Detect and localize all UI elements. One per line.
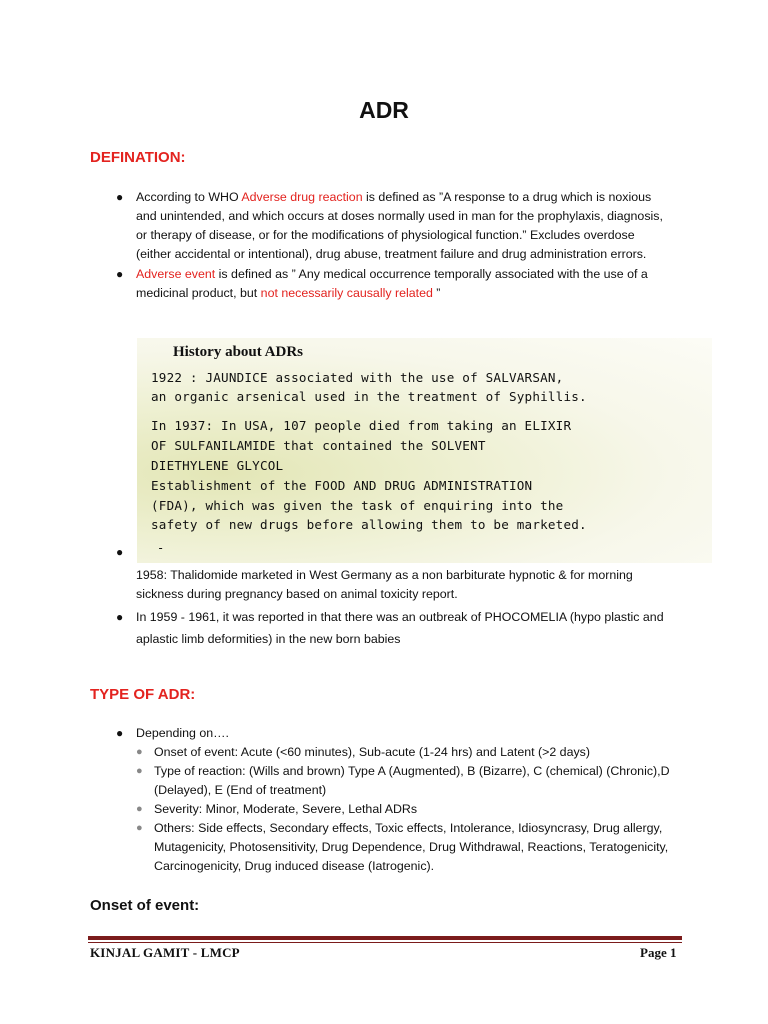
sub-bullet-icon: ● [136,803,143,815]
figure-line: In 1937: In USA, 107 people died from taking an ELIXIR [151,418,572,433]
footer-rule [88,936,682,940]
sub-bullet-icon: ● [136,822,143,834]
bullet-icon: ● [116,545,124,559]
figure-line: DIETHYLENE GLYCOL [151,458,284,473]
figure-line: OF SULFANILAMIDE that contained the SOLVENT [151,438,486,453]
figure-line: (FDA), which was given the task of enquiring into the [151,498,564,513]
type-subitem: ● Type of reaction: (Wills and brown) Type A (Augmented), B (Bizarre), C (chemical) (Chronic),D (Delayed), E (End of treatment) [136,764,670,797]
term-adverse-drug-reaction: Adverse drug reaction [241,190,363,204]
term-not-causally-related: not necessarily causally related [260,286,433,300]
sub-bullet-icon: ● [136,746,143,758]
bullet-icon: ● [116,190,124,204]
sub-bullet-icon: ● [136,765,143,777]
footer-page-number: Page 1 [640,945,677,960]
types-list [112,724,672,876]
footer-rule-thin [88,942,682,943]
figure-line: safety of new drugs before allowing them to be marketed. [151,517,587,532]
onset-heading: Onset of event: [90,897,200,914]
history-item-1958: 1958: Thalidomide marketed in West Germany as a non barbiturate hypnotic & for morning sickness during pregnancy based on animal toxicity report. [136,568,633,601]
types-heading: TYPE OF ADR: [90,686,196,703]
history-figure [137,338,712,563]
depending-on-item: ● Depending on…. [112,724,672,743]
definition-bullet-adverse-event: ● Adverse event is defined as ” Any medical occurrence temporally associated with the use of a medicinal product, but not necessarily causally related ” [116,267,648,300]
definition-heading: DEFINATION: [90,149,186,166]
term-adverse-event: Adverse event [136,267,216,281]
history-list [112,566,672,650]
bullet-icon: ● [116,610,124,624]
footer-author: KINJAL GAMIT - LMCP [90,945,240,960]
history-item-1959: ● In 1959 - 1961, it was reported in that there was an outbreak of PHOCOMELIA (hypo plastic and aplastic limb deformities) in the new born babies [112,606,672,650]
bullet-icon: ● [116,726,124,740]
definition-bullet-adr: ● According to WHO Adverse drug reaction is defined as ”A response to a drug which is noxious and unintended, and which occurs at doses normally used in man for the prophylaxis, diagnosis, or therapy of disease, or for the modifications of physiological function.” Excludes overdose (either accidental or intentional), drug abuse, treatment failure and drug administration errors. [116,190,663,261]
figure-dash: - [157,541,165,555]
type-subitem: ● Severity: Minor, Moderate, Severe, Lethal ADRs [112,800,672,819]
figure-line: an organic arsenical used in the treatment of Syphillis. [151,389,587,404]
definition-list [112,188,672,303]
page-title: ADR [359,97,409,123]
type-subitem: ● Others: Side effects, Secondary effects, Toxic effects, Intolerance, Idiosyncrasy, Drug allergy, Mutagenicity, Photosensitivity, Drug Dependence, Drug Withdrawal, Reactions, Teratogenicity, Carcinogenicity, Drug induced disease (Iatrogenic). [136,821,669,873]
type-subitem: ● Onset of event: Acute (<60 minutes), Sub-acute (1-24 hrs) and Latent (>2 days) [112,743,672,762]
figure-title: History about ADRs [173,344,304,360]
bullet-icon: ● [116,267,124,281]
figure-line: Establishment of the FOOD AND DRUG ADMINISTRATION [151,478,533,493]
figure-line: 1922 : JAUNDICE associated with the use of SALVARSAN, [151,370,564,385]
